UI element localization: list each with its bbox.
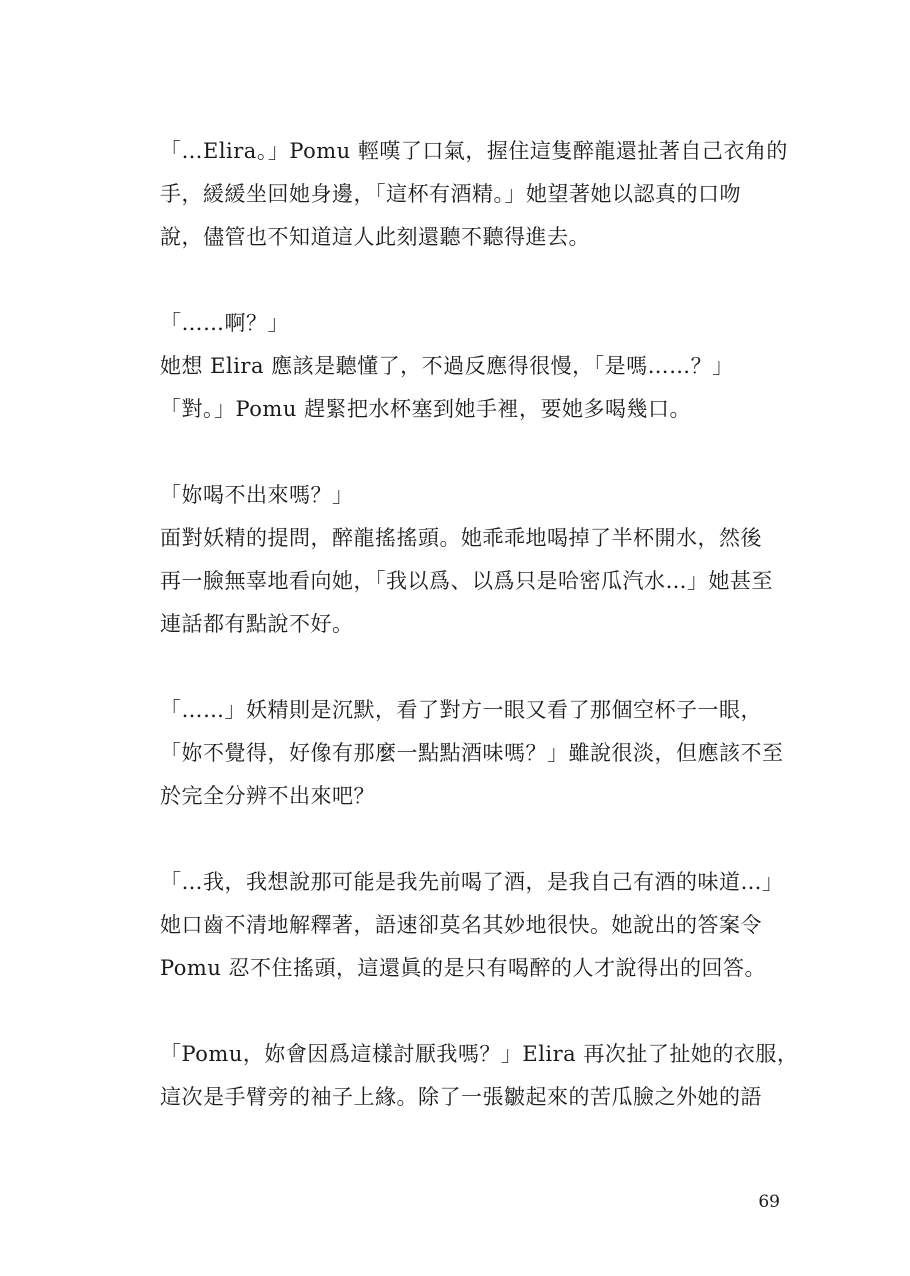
text-line: 「……啊？」 <box>160 311 289 335</box>
text-line: 「…我，我想說那可能是我先前喝了酒，是我自己有酒的味道…」 <box>160 870 784 894</box>
text-line: 連話都有點說不好。 <box>160 612 354 636</box>
text-line: 「…Elira。」Pomu 輕嘆了口氣，握住這隻醉龍還扯著自己衣角的 <box>160 139 788 163</box>
text-line: 「對。」Pomu 趕緊把水杯塞到她手裡，要她多喝幾口。 <box>160 397 692 421</box>
text-line: 「Pomu，妳會因爲這樣討厭我嗎？」Elira 再次扯了扯她的衣服， <box>160 1042 799 1066</box>
text-line: 於完全分辨不出來吧？ <box>160 784 375 808</box>
text-line: 她口齒不清地解釋著，語速卻莫名其妙地很快。她說出的答案令 <box>160 913 762 937</box>
text-line: 這次是手臂旁的袖子上緣。除了一張皺起來的苦瓜臉之外她的語 <box>160 1085 762 1109</box>
text-line: 「……」妖精則是沉默，看了對方一眼又看了那個空杯子一眼， <box>160 698 762 722</box>
page-number: 69 <box>758 1192 780 1212</box>
text-line: 她想 Elira 應該是聽懂了，不過反應得很慢，「是嗎……？」 <box>160 354 734 378</box>
text-line: Pomu 忍不住搖頭，這還眞的是只有喝醉的人才說得出的回答。 <box>160 956 767 980</box>
text-line: 手，緩緩坐回她身邊，「這杯有酒精。」她望著她以認真的口吻 <box>160 182 741 206</box>
text-line: 「妳不覺得，好像有那麼一點點酒味嗎？」雖說很淡，但應該不至 <box>160 741 784 765</box>
text-line: 說，儘管也不知道這人此刻還聽不聽得進去。 <box>160 225 590 249</box>
text-line: 面對妖精的提問，醉龍搖搖頭。她乖乖地喝掉了半杯開水，然後 <box>160 526 762 550</box>
text-line: 「妳喝不出來嗎？」 <box>160 483 354 507</box>
text-line: 再一臉無辜地看向她，「我以爲、以爲只是哈密瓜汽水…」她甚至 <box>160 569 773 593</box>
